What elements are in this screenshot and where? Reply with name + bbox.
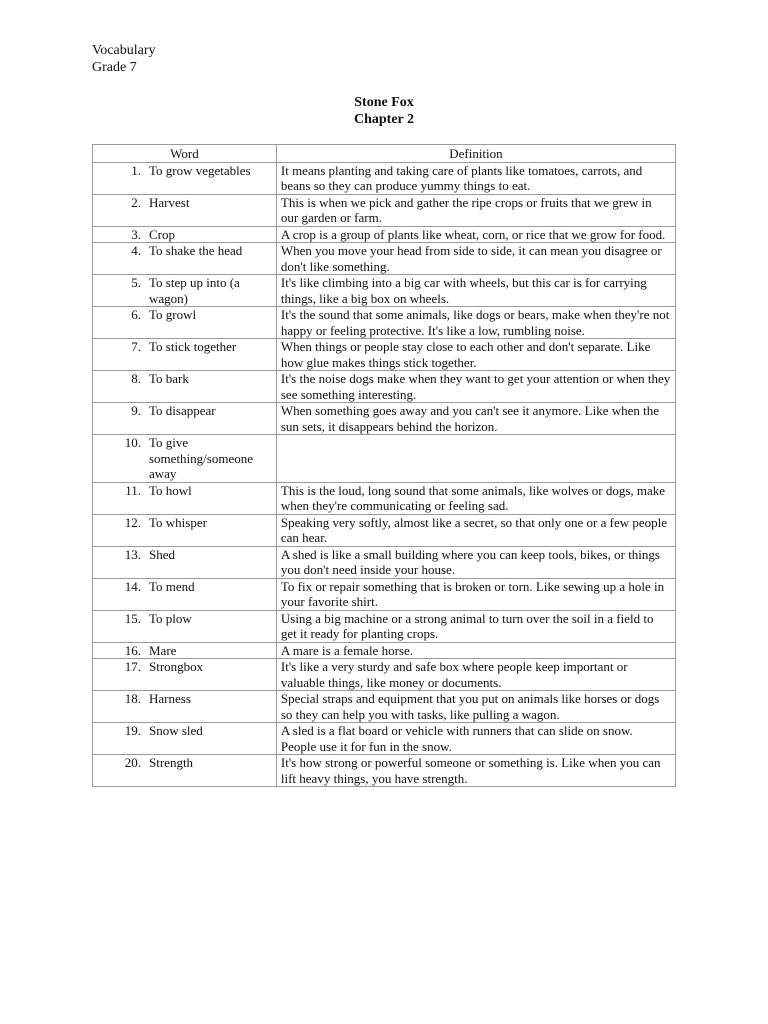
vocabulary-table	[92, 144, 676, 787]
word-cell	[93, 610, 277, 642]
vocabulary-word: To plow	[149, 610, 192, 626]
definition-cell: When something goes away and you can't see it anymore. Like when the sun sets, it disappears behind the horizon.	[276, 403, 675, 435]
table-row	[93, 403, 676, 435]
row-number: 11.	[125, 482, 141, 498]
table-row	[93, 691, 676, 723]
row-number: 5.	[131, 275, 141, 290]
row-number: 9.	[131, 403, 141, 418]
subject-label: Vocabulary	[92, 43, 156, 58]
grade-label: Grade 7	[92, 60, 137, 75]
row-number: 20.	[124, 755, 141, 770]
definition-cell: When you move your head from side to side, it can mean you disagree or don't like something.	[276, 243, 675, 275]
row-number: 12.	[124, 514, 141, 530]
vocabulary-word: To bark	[149, 371, 189, 386]
vocabulary-word: Mare	[149, 642, 177, 658]
definition-cell: A sled is a flat board or vehicle with runners that can slide on snow. People use it for fun in the snow.	[276, 723, 675, 755]
vocabulary-word: To shake the head	[149, 243, 243, 258]
vocabulary-word: Crop	[149, 226, 175, 242]
row-number: 10.	[124, 435, 141, 450]
table-row	[93, 723, 676, 755]
table-row	[93, 371, 676, 403]
word-cell	[93, 755, 277, 787]
row-number: 6.	[131, 307, 141, 322]
definition-cell: This is the loud, long sound that some animals, like wolves or dogs, make when they're communicating or feeling sad.	[276, 482, 675, 514]
definition-cell: Speaking very softly, almost like a secret, so that only one or a few people can hear.	[276, 514, 675, 546]
vocabulary-word: Strongbox	[149, 659, 204, 674]
word-cell	[93, 578, 277, 610]
table-row	[93, 243, 676, 275]
table-row	[93, 578, 676, 610]
table-row	[93, 194, 676, 226]
row-number: 16.	[124, 642, 141, 658]
word-cell	[93, 307, 277, 339]
table-row	[93, 275, 676, 307]
vocabulary-word: To growl	[149, 307, 197, 322]
word-cell	[93, 691, 277, 723]
definition-cell: Special straps and equipment that you put on animals like horses or dogs so they can help you with tasks, like pulling a wagon.	[276, 691, 675, 723]
column-header-definition: Definition	[276, 145, 675, 163]
vocabulary-word: To give something/someone away	[149, 435, 253, 481]
word-cell	[93, 243, 277, 275]
definition-cell: Using a big machine or a strong animal to turn over the soil in a field to get it ready for planting crops.	[276, 610, 675, 642]
vocabulary-word: To disappear	[149, 403, 216, 418]
table-body	[93, 162, 676, 787]
definition-cell: It means planting and taking care of plants like tomatoes, carrots, and beans so they can produce yummy things to eat.	[276, 162, 675, 194]
table-row	[93, 546, 676, 578]
chapter-title: Chapter 2	[353, 112, 415, 127]
row-number: 8.	[131, 371, 141, 386]
table-row	[93, 659, 676, 691]
definition-cell: When things or people stay close to each other and don't separate. Like how glue makes things stick together.	[276, 339, 675, 371]
row-number: 7.	[131, 339, 141, 354]
word-cell	[93, 194, 277, 226]
table-row	[93, 610, 676, 642]
definition-cell: It's the sound that some animals, like dogs or bears, make when they're not happy or feeling protective. It's like a low, rumbling noise.	[276, 307, 675, 339]
row-number: 18.	[124, 691, 141, 706]
table-row	[93, 307, 676, 339]
definition-cell: This is when we pick and gather the ripe crops or fruits that we grew in our garden or farm.	[276, 194, 675, 226]
word-cell	[93, 371, 277, 403]
word-cell	[93, 435, 277, 483]
definition-cell: To fix or repair something that is broken or torn. Like sewing up a hole in your favorite shirt.	[276, 578, 675, 610]
vocabulary-word: Shed	[149, 546, 175, 562]
table-row	[93, 162, 676, 194]
definition-cell: A mare is a female horse.	[276, 642, 675, 659]
word-cell	[93, 275, 277, 307]
word-cell	[93, 659, 277, 691]
vocabulary-word: To howl	[149, 482, 192, 498]
vocabulary-word: To grow vegetables	[149, 162, 251, 178]
word-cell	[93, 546, 277, 578]
column-header-word: Word	[93, 145, 277, 163]
table-row	[93, 642, 676, 659]
vocabulary-word: To mend	[149, 578, 195, 594]
vocabulary-word: Snow sled	[149, 723, 203, 738]
table-row	[93, 339, 676, 371]
word-cell	[93, 514, 277, 546]
definition-cell: It's like a very sturdy and safe box where people keep important or valuable things, like money or documents.	[276, 659, 675, 691]
word-cell	[93, 403, 277, 435]
row-number: 17.	[124, 659, 141, 674]
vocabulary-word: Strength	[149, 755, 194, 770]
table-row	[93, 226, 676, 243]
row-number: 3.	[131, 226, 141, 242]
vocabulary-word: Harness	[149, 691, 191, 706]
row-number: 15.	[124, 610, 141, 626]
word-cell	[93, 723, 277, 755]
table-row	[93, 435, 676, 483]
vocabulary-word: Harvest	[149, 194, 190, 210]
table-header-row	[93, 145, 676, 163]
vocabulary-word: To whisper	[149, 514, 207, 530]
word-cell	[93, 642, 277, 659]
word-cell	[93, 162, 277, 194]
definition-cell: It's how strong or powerful someone or something is. Like when you can lift heavy things, you have strength.	[276, 755, 675, 787]
table-row	[93, 482, 676, 514]
definition-cell: It's like climbing into a big car with wheels, but this car is for carrying things, like a big box on wheels.	[276, 275, 675, 307]
table-row	[93, 514, 676, 546]
word-cell	[93, 339, 277, 371]
document-title	[0, 94, 768, 128]
vocabulary-word: To step up into (a wagon)	[149, 275, 240, 306]
definition-cell: A crop is a group of plants like wheat, corn, or rice that we grow for food.	[276, 226, 675, 243]
word-cell	[93, 482, 277, 514]
row-number: 1.	[131, 162, 141, 178]
row-number: 19.	[124, 723, 141, 738]
definition-cell: A shed is like a small building where you can keep tools, bikes, or things you don't need inside your house.	[276, 546, 675, 578]
definition-cell: It's the noise dogs make when they want to get your attention or when they see something interesting.	[276, 371, 675, 403]
book-title: Stone Fox	[354, 95, 414, 110]
document-header	[92, 42, 156, 76]
row-number: 13.	[124, 546, 141, 562]
vocabulary-word: To stick together	[149, 339, 237, 354]
word-cell	[93, 226, 277, 243]
row-number: 4.	[131, 243, 141, 258]
table-row	[93, 755, 676, 787]
row-number: 14.	[124, 578, 141, 594]
definition-cell	[276, 435, 675, 483]
row-number: 2.	[131, 194, 141, 210]
